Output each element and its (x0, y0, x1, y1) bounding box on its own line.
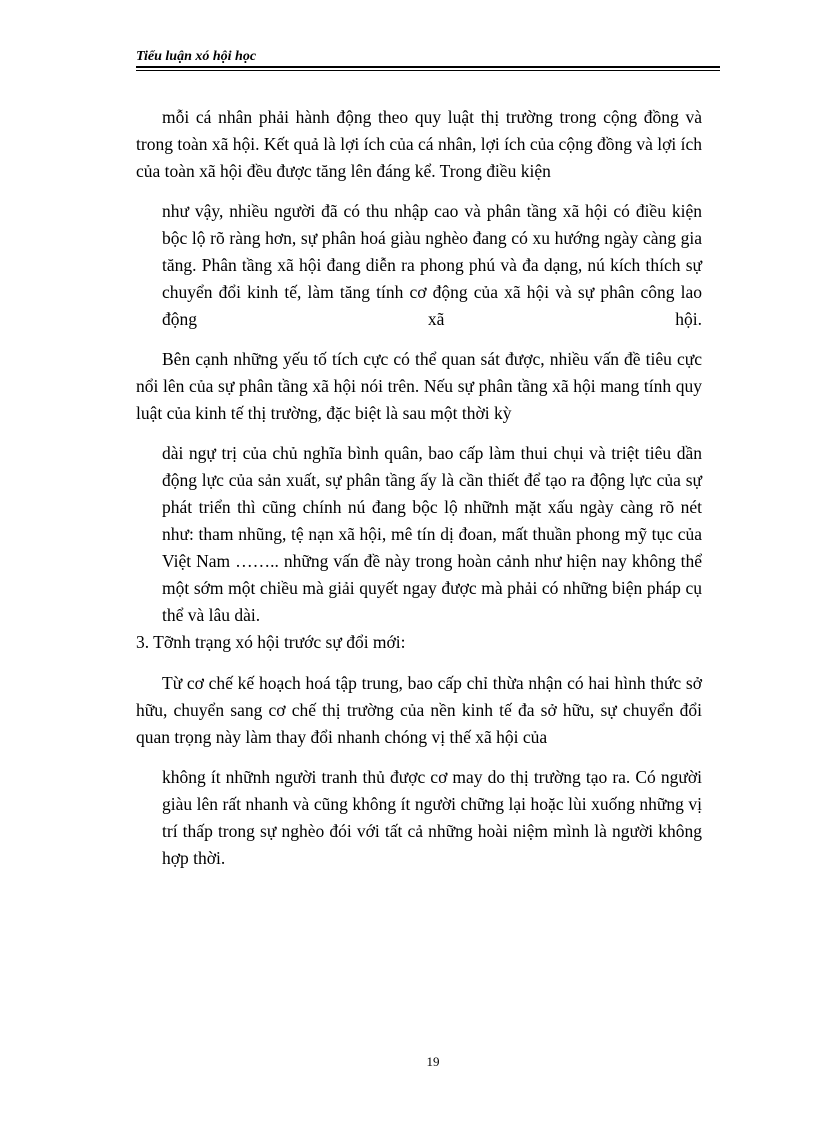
header-rule-thick (136, 66, 720, 68)
document-body (136, 104, 702, 872)
section-heading: 3. Tỡnh trạng xó hội trước sự đổi mới: (136, 632, 406, 652)
paragraph-4: dài ngự trị của chủ nghĩa bình quân, bao cấp làm thui chụi và triệt tiêu dần động lực của sản xuất, sự phân tầng ấy là cần thiết để tạo ra động lực của sự phát triển thì cũng chính nú đang bộc lộ nhữnh mặt xấu ngày càng rõ nét như: tham nhũng, tệ nạn xã hội, mê tín dị đoan, mất thuần phong mỹ tục của Việt Nam …….. những vấn đề này trong hoàn cảnh như hiện nay không thể một sớm một chiều mà giải quyết ngay được mà phải có những biện pháp cụ thể và lâu dài. (162, 443, 702, 625)
paragraph-5: Từ cơ chế kế hoạch hoá tập trung, bao cấp chỉ thừa nhận có hai hình thức sở hữu, chuyển sang cơ chế thị trường của nền kinh tế đa sở hữu, sự chuyển đổi quan trọng này làm thay đổi nhanh chóng vị thế xã hội của (136, 673, 702, 747)
paragraph-1: mỗi cá nhân phải hành động theo quy luật thị trường trong cộng đồng và trong toàn xã hội. Kết quả là lợi ích của cá nhân, lợi ích của cộng đồng và lợi ích của toàn xã hội đều được tăng lên đáng kể. Trong điều kiện (136, 107, 702, 181)
page-number: 19 (426, 1054, 440, 1069)
header-title: Tiểu luận xó hội học (136, 49, 257, 64)
paragraph-6: không ít nhữnh người tranh thủ được cơ may do thị trường tạo ra. Có người giàu lên rất nhanh và cũng không ít người chững lại hoặc lùi xuống những vị trí thấp trong sự nghèo đói với tất cả những hoài niệm mình là người không hợp thời. (162, 767, 702, 868)
paragraph-2: như vậy, nhiều người đã có thu nhập cao và phân tầng xã hội có điều kiện bộc lộ rõ ràng hơn, sự phân hoá giàu nghèo đang có xu hướng ngày càng gia tăng. Phân tầng xã hội đang diễn ra phong phú và đa dạng, nú kích thích sự chuyển đổi kinh tế, làm tăng tính cơ động của xã hội và sự phân công lao động xã hội. (162, 201, 702, 329)
paragraph-3: Bên cạnh những yếu tố tích cực có thể quan sát được, nhiều vấn đề tiêu cực nổi lên của sự phân tầng xã hội nói trên. Nếu sự phân tầng xã hội mang tính quy luật của kinh tế thị trường, đặc biệt là sau một thời kỳ (136, 349, 702, 423)
header-rule-thin (136, 70, 720, 71)
page-header (136, 49, 720, 65)
